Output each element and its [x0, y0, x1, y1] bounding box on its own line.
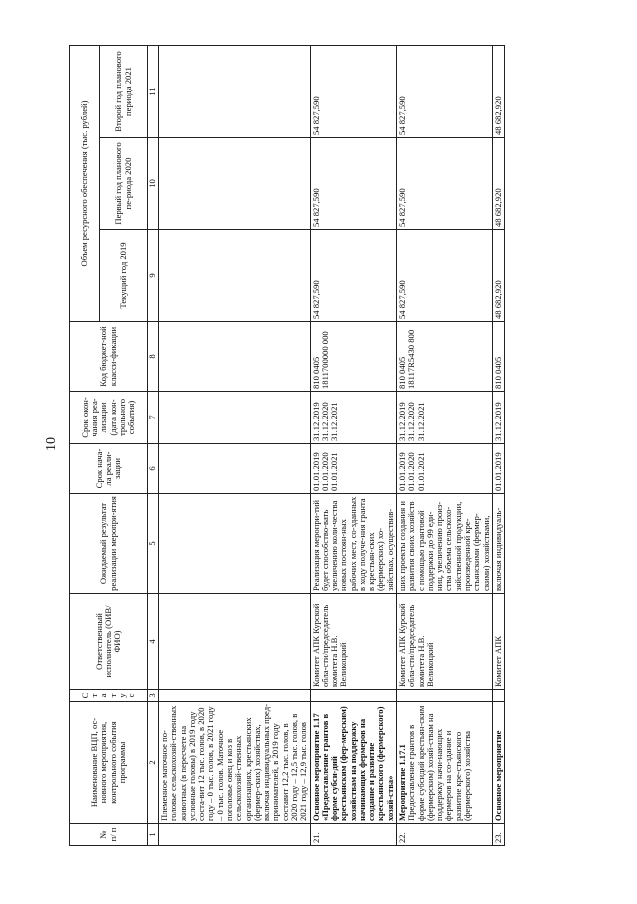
row-2021: 54 827,590 [397, 45, 493, 137]
row-status [492, 690, 504, 702]
row-end: 31.12.2019 31.12.2020 31.12.2021 [397, 392, 493, 444]
row-status [159, 690, 311, 702]
row-executor [159, 594, 311, 690]
column-number: 3 [148, 690, 159, 702]
row-start: 01.01.2019 [492, 444, 504, 494]
row-code: 810 0405 18117R5430 800 [397, 322, 493, 392]
row-name-bold: Основное мероприятие 1.17 «Предоставление грантов в форме субси-дий крестьянским (фер-мерским) хозяйствам на поддержку начинающих фермеров на создание и развитие крестьянского (фермерского) хозяй-ства» [310, 706, 395, 821]
row-name [492, 702, 504, 824]
column-number: 9 [148, 230, 159, 322]
row-name-text: Племенное маточное по-головье сельскохозяй-ственных животных (в пересчете на условные головы) в 2019 году соста-вит 12 тыс. голов, в 2020 году – 0 тыс. голов, в 2021 году – 0 тыс. голов. Маточное поголовье овец и коз в сельскохозяй-ственных организациях, крестьянских (фермер-ских) хозяйствах, включая индивидуальных пред-принимателей, в 2019 году составит 12,2 тыс. голов, в 2020 году – 12,5 тыс. голов, в 2021 году – 12,9 тыс. голов [159, 704, 309, 821]
row-result [159, 494, 311, 594]
row-code [159, 322, 311, 392]
program-table-wrapper [69, 46, 569, 846]
column-number: 10 [148, 138, 159, 230]
table-row [397, 45, 493, 845]
row-start: 01.01.2019 01.01.2020 01.01.2021 [397, 444, 493, 494]
row-num: 23. [492, 824, 504, 846]
row-start: 01.01.2019 01.01.2020 01.01.2021 [310, 444, 397, 494]
row-2021: 48 682,920 [492, 45, 504, 137]
row-status [397, 690, 493, 702]
row-name [159, 702, 311, 824]
row-executor: Комитет АПК Курской обла-сти/председатель комитета Н.В. Великоцкий [397, 594, 493, 690]
header-year-2021: Второй год планового периода 2021 [100, 45, 148, 137]
row-2021: 54 827,590 [310, 45, 397, 137]
page-number: 10 [44, 437, 59, 451]
header-name: Наименование ВЦП, ос-новного мероприятия, контрольного события программы [70, 702, 148, 824]
row-name-bold: Мероприятие 1.17.1 [397, 744, 408, 821]
row-code: 810 0405 1811700000 000 [310, 322, 397, 392]
table-row [492, 45, 504, 845]
row-num: 22. [397, 824, 493, 846]
row-2019: 48 682,920 [492, 230, 504, 322]
header-result: Ожидаемый результат реализации меропри-ятия [70, 494, 148, 594]
table-row [159, 45, 311, 845]
row-result: ших проекты создания и развития своих хозяйств с помощью грантовой поддержки до 99 еди-ниц, увеличению произ-ства объема сельскохо-зяйственной продукции, произведенной кре-стьянскими (фермер-скими) хозяйствами, [397, 494, 493, 594]
row-end: 31.12.2019 31.12.2020 31.12.2021 [310, 392, 397, 444]
header-status: С т а т у с [70, 690, 148, 702]
row-name-bold: Основное мероприятие [492, 730, 503, 821]
row-name-text: Предоставление грантов в форме субсидий крестьян-ским (фермерским) хозяй-ствам на поддержку начи-нающих фермеров на со-здание и развитие кре-стьянского (фермерского) хозяйства [406, 705, 472, 821]
row-2020: 48 682,920 [492, 138, 504, 230]
header-num: № п/ п [70, 824, 148, 846]
column-number: 4 [148, 594, 159, 690]
row-2020: 54 827,590 [397, 138, 493, 230]
row-status [310, 690, 397, 702]
table-row [310, 45, 397, 845]
row-end: 31.12.2019 [492, 392, 504, 444]
column-number: 2 [148, 702, 159, 824]
row-start [159, 444, 311, 494]
header-code: Код бюджет-ной класси-фикации [70, 322, 148, 392]
column-number: 5 [148, 494, 159, 594]
header-executor: Ответственный исполнитель (ОИВ/ФИО) [70, 594, 148, 690]
column-number: 11 [148, 45, 159, 137]
header-resources: Объем ресурсного обеспечения (тыс. рублей) [70, 45, 100, 321]
column-number: 1 [148, 824, 159, 846]
column-number: 6 [148, 444, 159, 494]
row-code: 810 0405 [492, 322, 504, 392]
row-2019 [159, 230, 311, 322]
row-2019: 54 827,590 [310, 230, 397, 322]
header-year-2020: Первый год планового пе-риода 2020 [100, 138, 148, 230]
header-year-2019: Текущий год 2019 [100, 230, 148, 322]
row-result: включая индивидуаль- [492, 494, 504, 594]
row-result: Реализация меропри-тий будет способство-вать увеличению коли-чества новых постоян-ных рабочих мест, со-зданных в ходу получе-ния гранта в крестьян-ских (фермерских) хо-зяйствах, осуществив- [310, 494, 397, 594]
row-2020: 54 827,590 [310, 138, 397, 230]
column-number: 8 [148, 322, 159, 392]
row-name [310, 702, 397, 824]
row-num: 21. [310, 824, 397, 846]
column-number: 7 [148, 392, 159, 444]
row-2020 [159, 138, 311, 230]
row-executor: Комитет АПК [492, 594, 504, 690]
program-table [69, 45, 505, 846]
row-name [397, 702, 493, 824]
column-number-row [148, 45, 159, 845]
row-2019: 54 827,590 [397, 230, 493, 322]
header-end: Срок окон-чания реа-лизации (дата кон-трольного события) [70, 392, 148, 444]
row-end [159, 392, 311, 444]
header-start: Срок нача-ла реали-зации [70, 444, 148, 494]
row-num [159, 824, 311, 846]
row-2021 [159, 45, 311, 137]
row-executor: Комитет АПК Курской обла-сти/председатель комитета Н.В. Великоцкий [310, 594, 397, 690]
